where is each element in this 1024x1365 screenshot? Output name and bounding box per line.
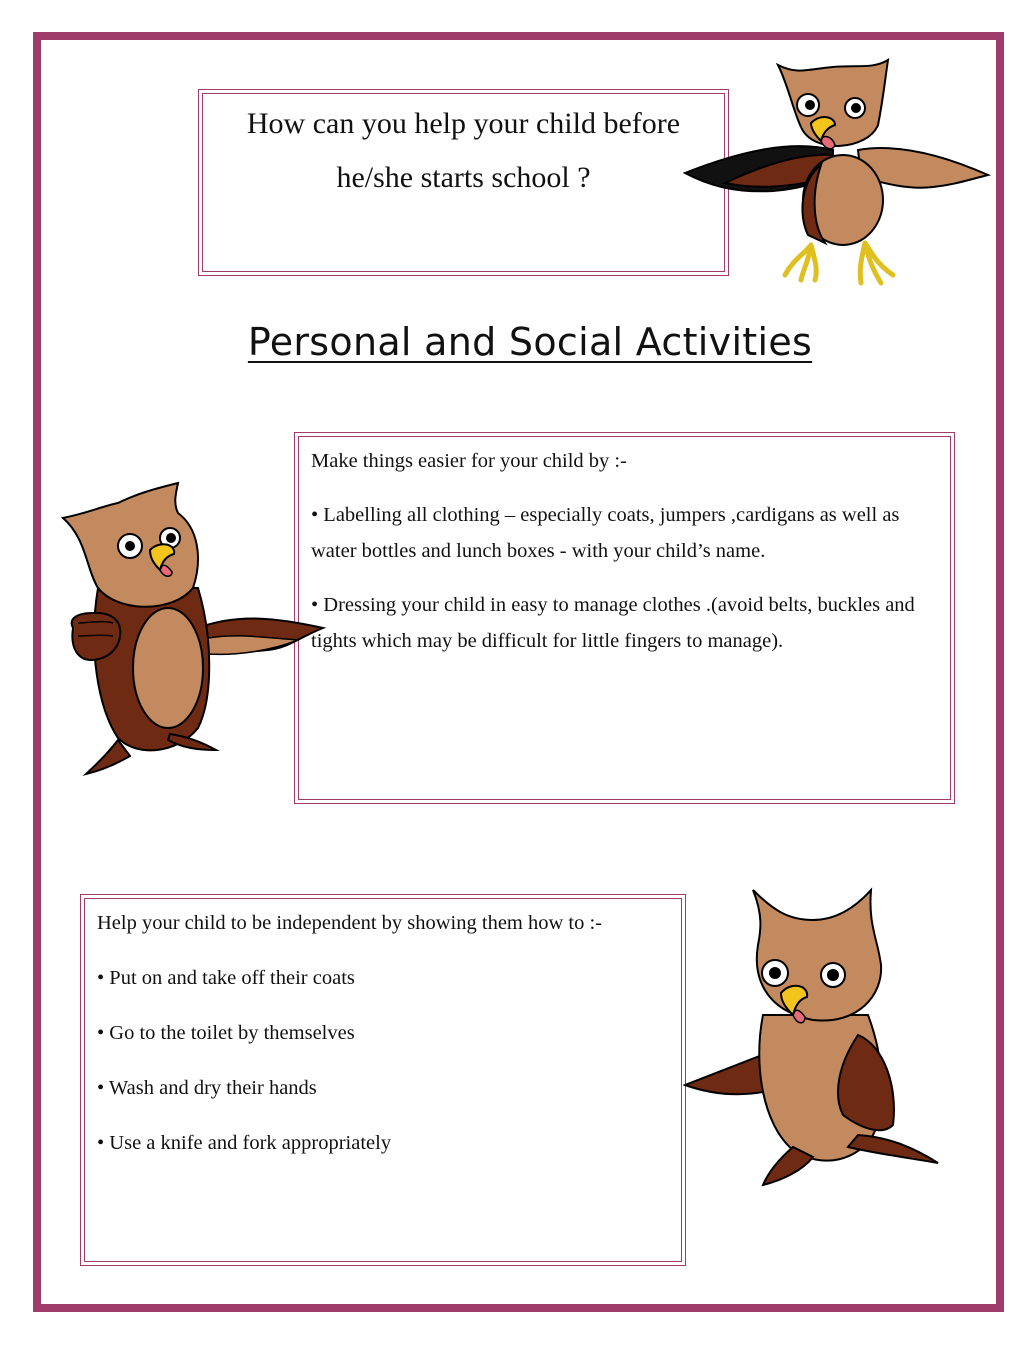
list-item: • Wash and dry their hands [97,1077,317,1099]
independence-box [80,894,686,1266]
easier-intro: Make things easier for your child by :- [311,450,627,472]
owl-pointing-icon [58,478,328,780]
owl-flying-icon [683,55,993,290]
title-line-1: How can you help your child before [246,107,681,140]
list-item: • Go to the toilet by themselves [97,1022,355,1044]
list-item: • Put on and take off their coats [97,967,355,989]
easier-box [294,432,955,804]
independence-intro: Help your child to be independent by showing them how to :- [97,912,603,934]
list-item: • Use a knife and fork appropriately [97,1132,392,1154]
section-heading: Personal and Social Activities [247,320,813,364]
page-title [199,97,728,205]
title-box [198,89,729,276]
list-item: • Dressing your child in easy to manage clothes .(avoid belts, buckles and tights which may be difficult for little fingers to manage). [311,594,915,652]
owl-presenting-icon [683,885,958,1190]
title-line-2: he/she starts school ? [336,161,591,194]
list-item: • Labelling all clothing – especially coats, jumpers ,cardigans as well as water bottles and lunch boxes - with your child’s name. [311,504,900,562]
